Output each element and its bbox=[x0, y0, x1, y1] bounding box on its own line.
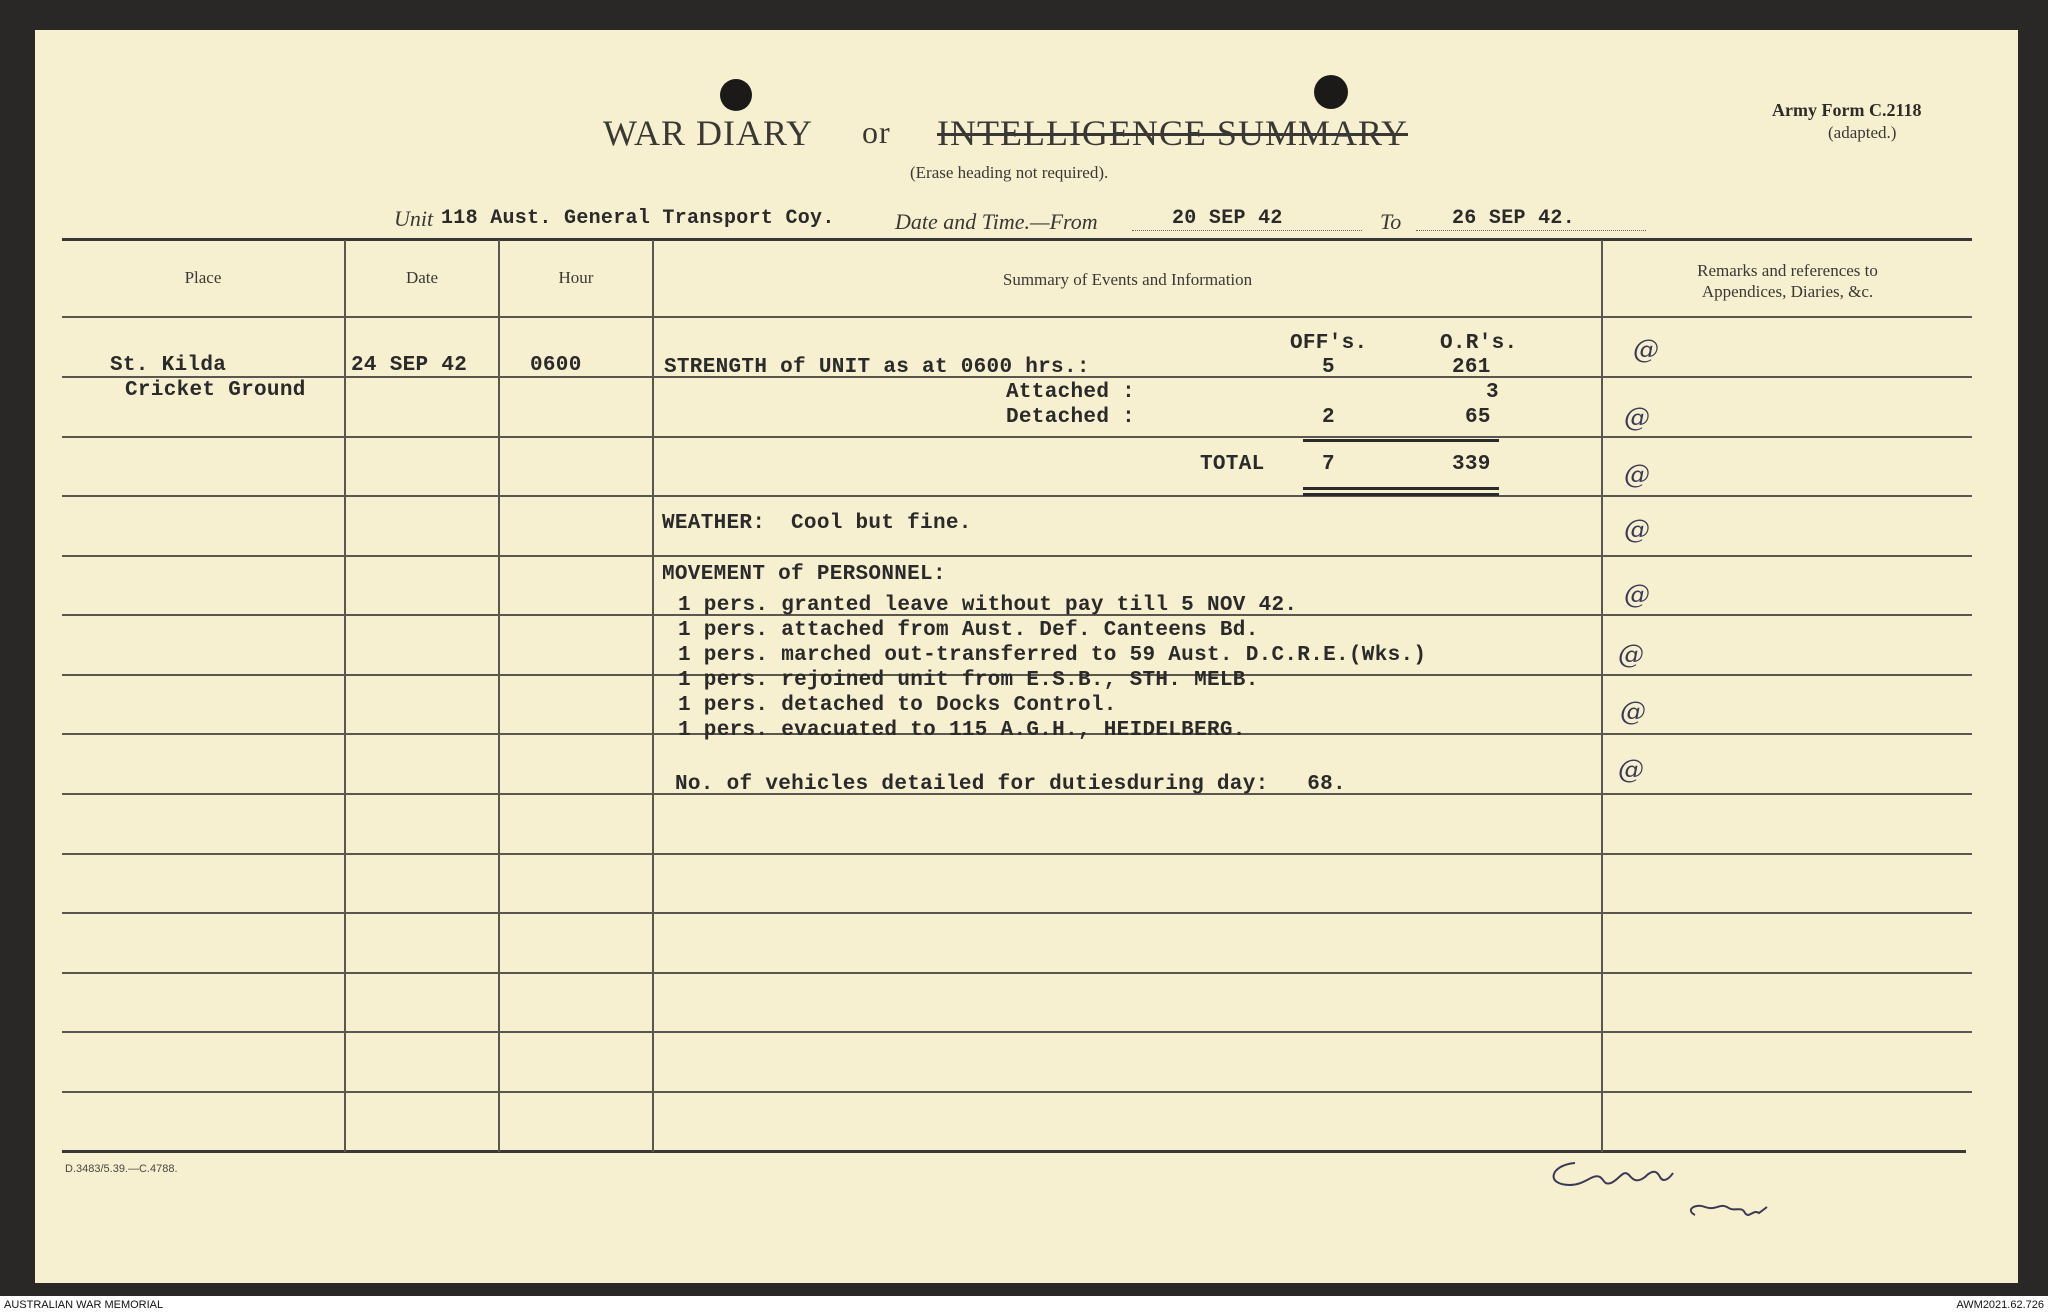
movement-item: 1 pers. granted leave without pay till 5 NOV 42. bbox=[678, 594, 1298, 617]
print-code: D.3483/5.39.—C.4788. bbox=[65, 1163, 178, 1175]
weather-entry: WEATHER: Cool but fine. bbox=[662, 512, 972, 535]
title-war-diary: WAR DIARY bbox=[603, 113, 814, 153]
movement-item: 1 pers. rejoined unit from E.S.B., STH. MELB. bbox=[678, 669, 1259, 692]
column-header-remarks-line1: Remarks and references to bbox=[1697, 261, 1878, 280]
remark-check-mark-icon: @ bbox=[1618, 755, 1644, 785]
attached-ors-value: 3 bbox=[1486, 381, 1499, 404]
adapted-label: (adapted.) bbox=[1828, 123, 1897, 142]
detached-label: Detached : bbox=[1006, 406, 1136, 429]
rule-line bbox=[62, 1031, 1972, 1033]
place-line-2: Cricket Ground bbox=[125, 379, 306, 402]
remark-check-mark-icon: @ bbox=[1620, 697, 1646, 727]
column-header-place: Place bbox=[184, 268, 222, 287]
header-row-divider bbox=[62, 316, 1972, 318]
rule-line bbox=[62, 495, 1972, 497]
offs-column-heading: OFF's. bbox=[1290, 332, 1368, 355]
rule-line bbox=[62, 555, 1972, 557]
unit-label: Unit bbox=[394, 206, 434, 231]
signature-scrawl bbox=[1545, 1155, 1845, 1235]
movement-item: 1 pers. attached from Aust. Def. Canteens Bd. bbox=[678, 619, 1259, 642]
rule-line bbox=[62, 853, 1972, 855]
rule-line bbox=[62, 436, 1972, 438]
strength-label: STRENGTH of UNIT as at 0600 hrs.: bbox=[664, 356, 1090, 379]
detached-offs-value: 2 bbox=[1322, 406, 1335, 429]
erase-heading-note: (Erase heading not required). bbox=[910, 163, 1109, 182]
movement-item: 1 pers. evacuated to 115 A.G.H., HEIDELBERG. bbox=[678, 719, 1246, 742]
table-bottom-border bbox=[62, 1150, 1966, 1153]
attached-label: Attached : bbox=[1006, 381, 1136, 404]
strength-ors-value: 261 bbox=[1452, 356, 1491, 379]
strength-offs-value: 5 bbox=[1322, 356, 1335, 379]
total-label: TOTAL bbox=[1200, 453, 1265, 476]
to-date-value: 26 SEP 42. bbox=[1452, 207, 1576, 230]
title-intelligence-summary-struck: INTELLIGENCE SUMMARY bbox=[937, 113, 1408, 153]
entry-hour: 0600 bbox=[530, 354, 582, 377]
place-line-1: St. Kilda bbox=[110, 354, 227, 377]
remark-check-mark-icon: @ bbox=[1633, 335, 1659, 365]
total-double-underline-1 bbox=[1303, 487, 1499, 490]
punch-hole-right bbox=[1314, 75, 1348, 109]
unit-value: 118 Aust. General Transport Coy. bbox=[441, 207, 835, 230]
movement-heading: MOVEMENT of PERSONNEL: bbox=[662, 563, 946, 586]
rule-line bbox=[62, 1091, 1972, 1093]
total-offs-value: 7 bbox=[1322, 453, 1335, 476]
detached-ors-value: 65 bbox=[1465, 406, 1491, 429]
ors-column-heading: O.R's. bbox=[1440, 332, 1518, 355]
movement-item: 1 pers. detached to Docks Control. bbox=[678, 694, 1117, 717]
total-ors-value: 339 bbox=[1452, 453, 1491, 476]
remark-check-mark-icon: @ bbox=[1624, 515, 1650, 545]
rule-line bbox=[62, 972, 1972, 974]
remark-check-mark-icon: @ bbox=[1624, 403, 1650, 433]
table-top-border bbox=[62, 238, 1972, 241]
rule-line bbox=[62, 912, 1972, 914]
movement-item: 1 pers. marched out-transferred to 59 Aust. D.C.R.E.(Wks.) bbox=[678, 644, 1427, 667]
to-label: To bbox=[1380, 209, 1402, 234]
column-header-date: Date bbox=[405, 268, 439, 287]
column-header-summary: Summary of Events and Information bbox=[1002, 270, 1253, 289]
remark-check-mark-icon: @ bbox=[1618, 640, 1644, 670]
vehicles-entry: No. of vehicles detailed for dutiesduring day: 68. bbox=[675, 773, 1346, 796]
remark-check-mark-icon: @ bbox=[1624, 580, 1650, 610]
army-form-label: Army Form C.2118 bbox=[1772, 100, 1922, 120]
from-date-value: 20 SEP 42 bbox=[1172, 207, 1283, 230]
title-or: or bbox=[862, 114, 891, 150]
entry-date: 24 SEP 42 bbox=[351, 354, 468, 377]
footer-institution: AUSTRALIAN WAR MEMORIAL bbox=[4, 1299, 164, 1311]
date-and-time-label: Date and Time.—From bbox=[895, 209, 1098, 234]
total-double-underline-2 bbox=[1303, 493, 1499, 496]
subtotal-underline bbox=[1303, 439, 1499, 442]
footer-accession-number: AWM2021.62.726 bbox=[1956, 1299, 2044, 1311]
column-header-hour: Hour bbox=[558, 268, 594, 287]
punch-hole-left bbox=[720, 79, 752, 111]
remark-check-mark-icon: @ bbox=[1624, 460, 1650, 490]
column-header-remarks-line2: Appendices, Diaries, &c. bbox=[1701, 282, 1874, 301]
